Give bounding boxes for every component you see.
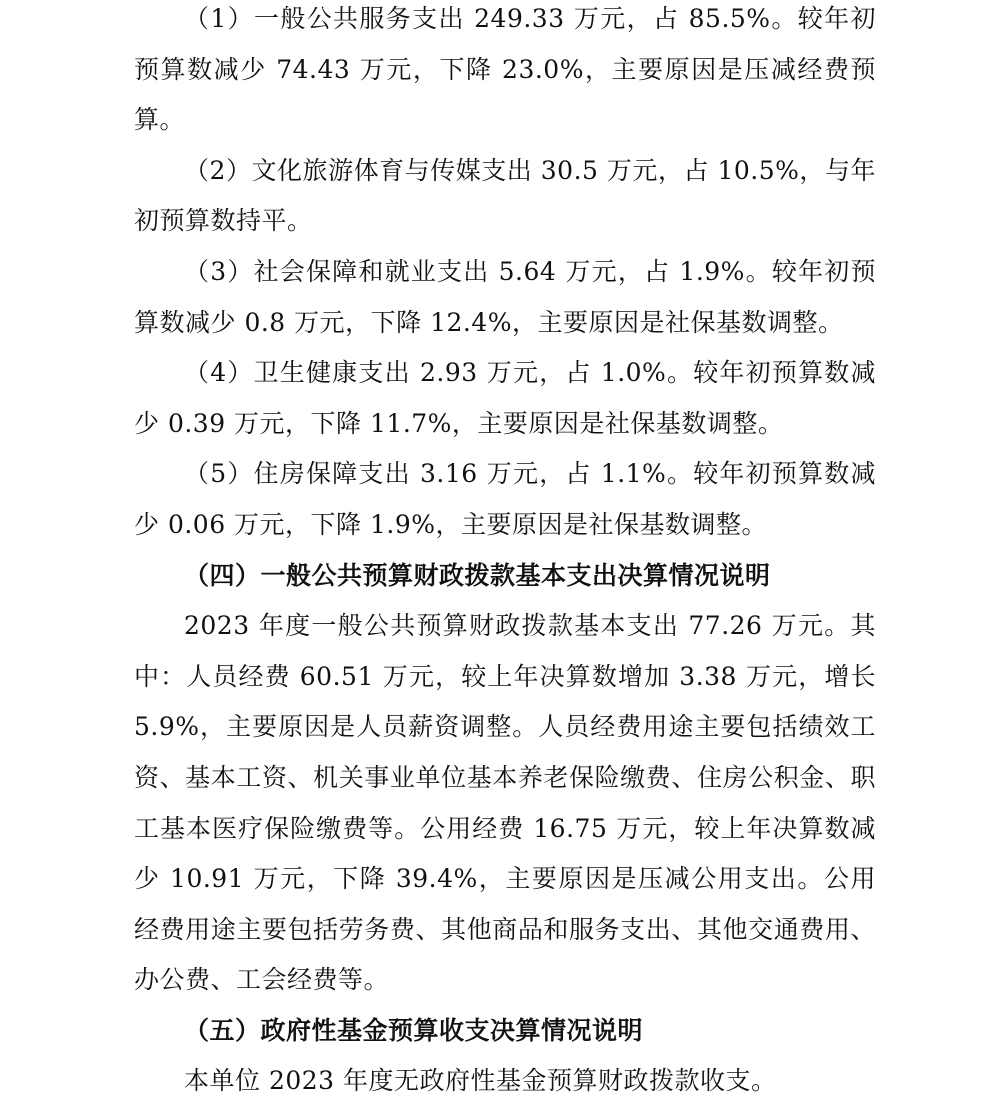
paragraph-social-security-employment: （3）社会保障和就业支出 5.64 万元，占 1.9%。较年初预算数减少 0.8 万元，下降 12.4%，主要原因是社保基数调整。 (134, 256, 876, 337)
section-heading-government-fund: （五）政府性基金预算收支决算情况说明 (184, 1015, 644, 1045)
paragraph-general-public-services: （1）一般公共服务支出 249.33 万元，占 85.5%。较年初预算数减少 74.43 万元，下降 23.0%，主要原因是压减经费预算。 (134, 4, 876, 135)
paragraph-housing-security: （5）住房保障支出 3.16 万元，占 1.1%。较年初预算数减少 0.06 万元，下降 1.9%，主要原因是社保基数调整。 (134, 459, 876, 539)
paragraph-basic-expenditure-detail: 2023 年度一般公共预算财政拨款基本支出 77.26 万元。其中：人员经费 60.51 万元，较上年决算数增加 3.38 万元，增长5.9%，主要原因是人员薪资调整。人员经费用途主要包括绩效工资、基本工资、机关事业单位基本养老保险缴费、住房公积金、职工基本医疗保险缴费等。公用经费 16.75 万元，较上年决算数减少 10.91 万元，下降 39.4%，主要原因是压减公用支出。公用经费用途主要包括劳务费、其他商品和服务支出、其他交通费用、办公费、工会经费等。 (134, 611, 876, 995)
paragraph-government-fund-detail: 本单位 2023 年度无政府性基金预算财政拨款收支。 (184, 1066, 777, 1096)
paragraph-health: （4）卫生健康支出 2.93 万元，占 1.0%。较年初预算数减少 0.39 万元，下降 11.7%，主要原因是社保基数调整。 (134, 358, 876, 438)
section-heading-basic-expenditure: （四）一般公共预算财政拨款基本支出决算情况说明 (184, 560, 771, 590)
document-page (134, 0, 876, 1107)
paragraph-culture-tourism-sports-media: （2）文化旅游体育与传媒支出 30.5 万元，占 10.5%，与年初预算数持平。 (134, 155, 876, 236)
